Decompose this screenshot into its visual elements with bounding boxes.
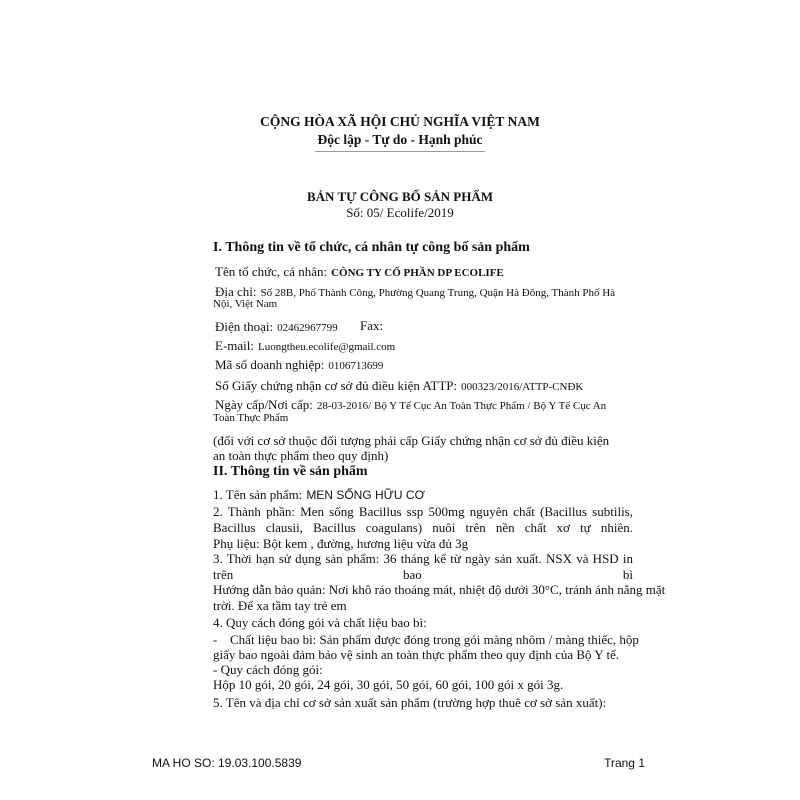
phone-value: 02462967799 (277, 322, 338, 334)
issue-line-2: Toàn Thực Phẩm (213, 412, 289, 424)
shelf-life-word-2: bao (403, 567, 422, 582)
packaging-line-3: - Quy cách đóng gói: (213, 662, 323, 677)
shelf-life-block (213, 551, 666, 614)
phone-label: Điện thoại: (215, 319, 274, 334)
product-name-row (213, 486, 425, 504)
cert-row (215, 377, 583, 395)
email-value: Luongtheu.ecolife@gmail.com (258, 341, 396, 353)
document-title: BẢN TỰ CÔNG BỐ SẢN PHẨM (307, 189, 493, 204)
note-line-2: an toàn thực phẩm theo quy định) (213, 448, 389, 463)
cert-value: 000323/2016/ATTP-CNĐK (461, 381, 584, 393)
address-line-1: Số 28B, Phố Thành Công, Phường Quang Trung, Quận Hà Đông, Thành Phố Hà (260, 287, 616, 299)
storage-line-1: Hướng dẫn bảo quản: Nơi khô ráo thoáng mát, nhiệt độ dưới 30°C, tránh ánh nắng mặt (213, 582, 666, 597)
manufacturer-heading: 5. Tên và địa chỉ cơ sở sản xuất sản phẩm (trường hợp thuê cơ sở sản xuất): (213, 695, 607, 710)
shelf-life-word-3: bì (622, 567, 633, 582)
cert-label: Số Giấy chứng nhận cơ sở đủ điều kiện ATTP: (215, 378, 458, 393)
shelf-life-line-1: 3. Thời hạn sử dụng sản phẩm: 36 tháng kể từ ngày sản xuất. NSX và HSD in (213, 551, 633, 566)
address-line-2: Nội, Việt Nam (213, 298, 278, 310)
ingredients-block (213, 504, 633, 552)
address-label: Địa chỉ: (215, 284, 257, 299)
record-number: MA HO SO: 19.03.100.5839 (152, 756, 302, 770)
packaging-heading: 4. Quy cách đóng gói và chất liệu bao bì: (213, 615, 427, 630)
packaging-line-4: Hộp 10 gói, 20 gói, 24 gói, 30 gói, 50 gói, 60 gói, 100 gói x gói 3g. (213, 677, 564, 692)
tax-row (215, 356, 383, 374)
shelf-life-word-1: trên (213, 567, 234, 582)
section-2-heading: II. Thông tin về sản phẩm (213, 464, 368, 479)
page-number: Trang 1 (604, 756, 645, 770)
header-divider (315, 151, 485, 152)
ingredients-line-1: 2. Thành phần: Men sống Bacillus ssp 500mg nguyên chất (Bacillus subtilis, (213, 504, 633, 519)
nation-header: CỘNG HÒA XÃ HỘI CHỦ NGHĨA VIỆT NAM (260, 114, 540, 129)
tax-label: Mã số doanh nghiệp: (215, 357, 325, 372)
section-1-heading: I. Thông tin về tổ chức, cá nhân tự công bố sản phẩm (213, 240, 530, 255)
product-name-value: MEN SỐNG HỮU CƠ (306, 488, 425, 502)
fax-label: Fax: (360, 318, 384, 333)
email-label: E-mail: (215, 338, 254, 353)
motto: Độc lập - Tự do - Hạnh phúc (317, 132, 483, 147)
issue-label: Ngày cấp/Nơi cấp: (215, 397, 313, 412)
org-label: Tên tổ chức, cá nhân: (215, 264, 328, 279)
shelf-life-line-2 (213, 567, 633, 582)
packaging-dash: - (213, 632, 218, 647)
note-line-1: (đối với cơ sở thuộc đối tượng phải cấp Giấy chứng nhận cơ sở đủ điều kiện (213, 433, 610, 448)
document-number: Số: 05/ Ecolife/2019 (346, 205, 454, 220)
email-row (215, 337, 395, 355)
ingredients-line-2: Bacillus clausii, Bacillus coagulans) nuôi trên nền chất xơ tự nhiên. (213, 520, 633, 535)
issue-line-1: 28-03-2016/ Bộ Y Tế Cục An Toàn Thực Phẩm / Bộ Y Tế Cục An (316, 400, 607, 412)
storage-line-2: trời. Để xa tầm tay trẻ em (213, 598, 347, 613)
org-value: CÔNG TY CỔ PHẦN DP ECOLIFE (331, 267, 504, 279)
org-row (215, 263, 504, 281)
tax-value: 0106713699 (328, 360, 384, 372)
phone-row (215, 318, 338, 336)
product-name-label: 1. Tên sản phẩm: (213, 487, 303, 502)
packaging-line-1: Chất liệu bao bì: Sản phẩm được đóng trong gói màng nhôm / màng thiếc, hộp (230, 632, 639, 647)
ingredients-line-3: Phụ liệu: Bột kem , đường, hương liệu vừa đủ 3g (213, 536, 469, 551)
packaging-line-2: giấy bao ngoài đảm bảo vệ sinh an toàn thực phẩm theo quy định của Bộ Y tế. (213, 647, 620, 662)
